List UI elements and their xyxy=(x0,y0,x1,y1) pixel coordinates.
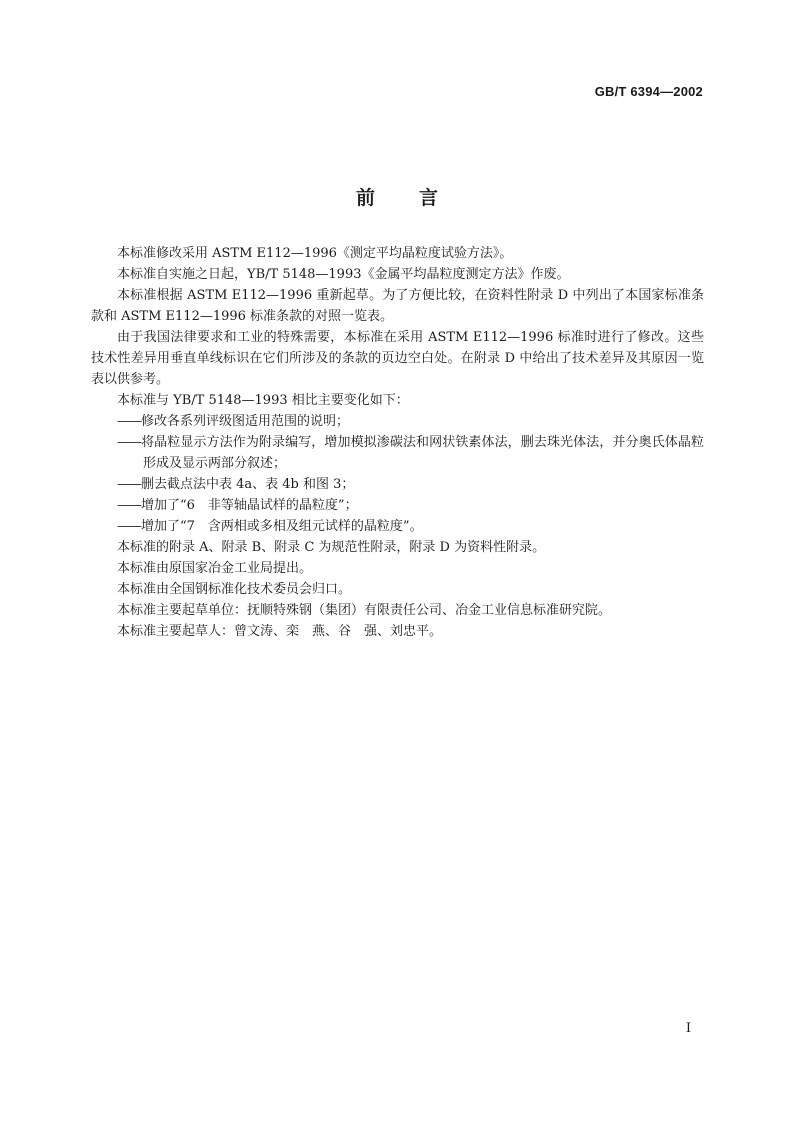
paragraph: 本标准的附录 A、附录 B、附录 C 为规范性附录，附录 D 为资料性附录。 xyxy=(117,540,546,555)
paragraph: 本标准由全国钢标准化技术委员会归口。 xyxy=(117,582,352,597)
paragraph: 本标准与 YB/T 5148—1993 相比主要变化如下： xyxy=(117,393,409,408)
list-item-text: 删去截点法中表 4a、表 4b 和图 3； xyxy=(141,477,355,492)
paragraph: 本标准自实施之日起，YB/T 5148—1993《金属平均晶粒度测定方法》作废。 xyxy=(117,267,570,282)
paragraph: 本标准修改采用 ASTM E112—1996《测定平均晶粒度试验方法》。 xyxy=(117,246,513,261)
paragraph: 本标准根据 ASTM E112—1996 重新起草。为了方便比较，在资料性附录 D 中列出了本国家标准条款和 ASTM E112—1996 标准条款的对照一览表。 xyxy=(91,288,704,324)
list-item-text: 增加了“6 非等轴晶试样的晶粒度”； xyxy=(141,498,358,513)
list-item xyxy=(91,432,704,474)
paragraph: 本标准由原国家冶金工业局提出。 xyxy=(117,561,313,576)
list-item xyxy=(91,474,704,495)
dash-marker: —— xyxy=(117,498,141,513)
dash-marker: —— xyxy=(117,414,141,429)
list-item xyxy=(91,516,704,537)
list-item-text: 修改各系列评级图适用范围的说明； xyxy=(141,414,350,429)
paragraph: 本标准主要起草人：曾文涛、栾 燕、谷 强、刘忠平。 xyxy=(117,624,443,639)
dash-marker: —— xyxy=(117,519,141,534)
page-title: 前言 xyxy=(355,187,482,209)
list-item xyxy=(91,495,704,516)
list-item xyxy=(91,411,704,432)
foreword-body xyxy=(91,243,704,642)
page-number: I xyxy=(685,1021,691,1036)
list-item-text: 将晶粒显示方法作为附录编写，增加模拟渗碳法和网状铁素体法，删去珠光体法，并分奥氏体晶粒形成及显示两部分叙述； xyxy=(141,435,704,471)
paragraph: 本标准主要起草单位：抚顺特殊钢（集团）有限责任公司、冶金工业信息标准研究院。 xyxy=(117,603,612,618)
paragraph: 由于我国法律要求和工业的特殊需要，本标准在采用 ASTM E112—1996 标准时进行了修改。这些技术性差异用垂直单线标识在它们所涉及的条款的页边空白处。在附录 D 中给出了技术差异及其原因一览表以供参考。 xyxy=(91,330,704,387)
dash-marker: —— xyxy=(117,477,141,492)
dash-marker: —— xyxy=(117,435,141,450)
list-item-text: 增加了“7 含两相或多相及组元试样的晶粒度”。 xyxy=(141,519,423,534)
standard-code: GB/T 6394—2002 xyxy=(594,84,703,99)
